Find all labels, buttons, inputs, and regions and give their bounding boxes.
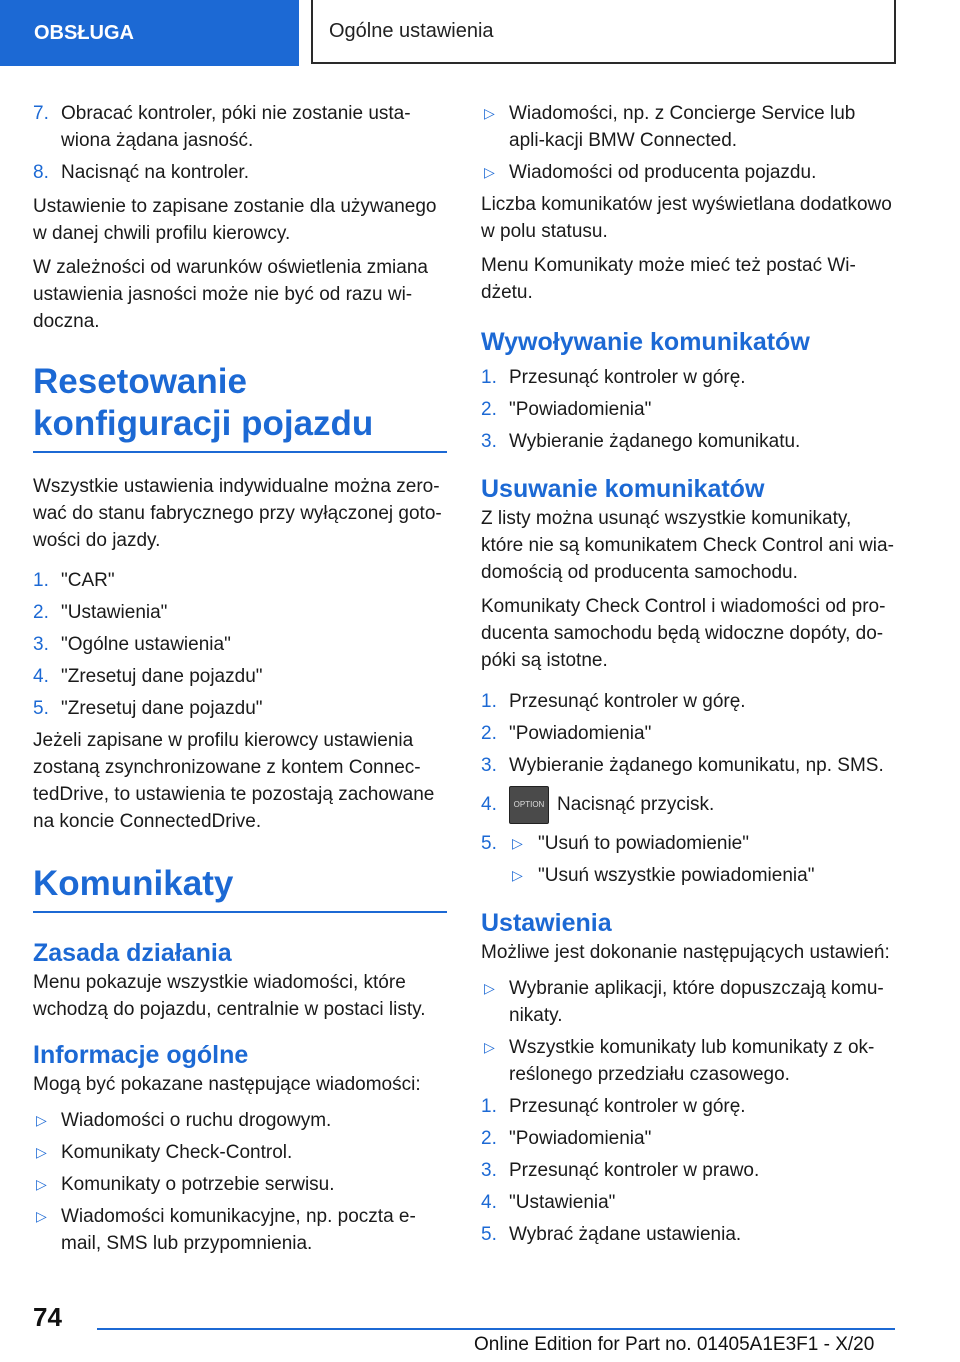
step-number: 3. [33, 634, 49, 655]
paragraph: Menu pokazuje wszystkie wiadomości, które wchodzą do pojazdu, centralnie w postaci listy. [33, 972, 426, 1020]
list-item [33, 599, 447, 626]
paragraph: Liczba komunikatów jest wyświetlana dodatkowo w polu statusu. [481, 194, 892, 242]
paragraph: Ustawienie to zapisane zostanie dla używanego w danej chwili profilu kierowcy. [33, 196, 437, 244]
page-header [0, 0, 960, 66]
step-number: 2. [33, 602, 49, 623]
list-item [481, 1125, 895, 1152]
step-number: 2. [481, 1128, 497, 1149]
list-item [33, 100, 447, 154]
list-item [481, 752, 895, 779]
list-item [481, 1093, 895, 1120]
bullet-text: Wiadomości komunikacyjne, np. poczta e-mail, SMS lub przypomnienia. [61, 1206, 416, 1254]
step-text: "Powiadomienia" [509, 723, 652, 744]
paragraph: Wszystkie ustawienia indywidualne można zero-wać do stanu fabrycznego przy wyłączonej goto-wości do jazdy. [33, 476, 442, 551]
bullet-text: Wiadomości, np. z Concierge Service lub apli-kacji BMW Connected. [509, 103, 856, 151]
triangle-bullet-icon: ▷ [36, 1176, 47, 1192]
heading-usuwanie: Usuwanie komunikatów [481, 475, 765, 503]
bullet-text: Wiadomości o ruchu drogowym. [61, 1110, 332, 1131]
bullet-text: Komunikaty o potrzebie serwisu. [61, 1174, 335, 1195]
step-number: 5. [33, 698, 49, 719]
step-text: "Usuń to powiadomienie" [538, 833, 749, 854]
list-item [33, 1139, 447, 1166]
heading-zasada: Zasada działania [33, 939, 232, 967]
list-item [33, 663, 447, 690]
step-number: 1. [481, 691, 497, 712]
step-text: "Powiadomienia" [509, 1128, 652, 1149]
list-item [481, 396, 895, 423]
step-text: Nacisnąć przycisk. [557, 794, 715, 815]
heading-komunikaty: Komunikaty [33, 863, 447, 913]
list-item [481, 720, 895, 747]
step-number: 4. [481, 794, 497, 815]
step-number: 3. [481, 431, 497, 452]
list-item [481, 1034, 895, 1088]
section-tab: OBSŁUGA [0, 0, 299, 66]
footer-rule [97, 1328, 895, 1330]
step-text: "Zresetuj dane pojazdu" [61, 698, 263, 719]
paragraph: Menu Komunikaty może mieć też postać Wi-dżetu. [481, 255, 856, 303]
list-item [481, 1221, 895, 1248]
heading-wywolywanie: Wywoływanie komunikatów [481, 328, 810, 356]
list-item [481, 100, 895, 154]
step-text: Przesunąć kontroler w górę. [509, 691, 746, 712]
list-item [481, 159, 895, 186]
step-text: "Ogólne ustawienia" [61, 634, 231, 655]
step-number: 1. [481, 1096, 497, 1117]
left-column [33, 100, 447, 1262]
paragraph: W zależności od warunków oświetlenia zmiana ustawienia jasności może nie być od razu wi-doczna. [33, 257, 428, 332]
list-item [481, 785, 895, 825]
list-item [481, 830, 895, 857]
step-text: "Powiadomienia" [509, 399, 652, 420]
step-number: 2. [481, 399, 497, 420]
step-text: "CAR" [61, 570, 115, 591]
step-text: "Ustawienia" [61, 602, 168, 623]
step-number: 5. [481, 833, 497, 854]
triangle-bullet-icon: ▷ [484, 1039, 495, 1055]
list-item [481, 428, 895, 455]
paragraph: Komunikaty Check Control i wiadomości od pro-ducenta samochodu będą widoczne dopóty, do-póki są istotne. [481, 596, 886, 671]
triangle-bullet-icon: ▷ [484, 105, 495, 121]
triangle-bullet-icon: ▷ [484, 980, 495, 996]
list-item [481, 364, 895, 391]
list-item [33, 159, 447, 186]
triangle-bullet-icon: ▷ [36, 1112, 47, 1128]
step-text: Wybieranie żądanego komunikatu. [509, 431, 801, 452]
list-item [481, 862, 895, 889]
step-text: Obracać kontroler, póki nie zostanie usta-wiona żądana jasność. [61, 103, 411, 151]
step-number: 8. [33, 162, 49, 183]
list-item [33, 567, 447, 594]
list-item [481, 688, 895, 715]
step-number: 3. [481, 1160, 497, 1181]
triangle-bullet-icon: ▷ [36, 1208, 47, 1224]
bullet-text: Wiadomości od producenta pojazdu. [509, 162, 817, 183]
paragraph: Jeżeli zapisane w profilu kierowcy ustawienia zostaną zsynchronizowane z kontem Connec-tedDrive, to ustawienia te pozostają zachowane na koncie ConnectedDrive. [33, 730, 435, 832]
step-number: 5. [481, 1224, 497, 1245]
list-item [33, 1171, 447, 1198]
paragraph: Możliwe jest dokonanie następujących ustawień: [481, 942, 890, 963]
step-number: 1. [33, 570, 49, 591]
bullet-text: Komunikaty Check-Control. [61, 1142, 293, 1163]
edition-note: Online Edition for Part no. 01405A1E3F1 - X/20 [474, 1334, 875, 1355]
triangle-bullet-icon: ▷ [484, 164, 495, 180]
step-text: Przesunąć kontroler w górę. [509, 1096, 746, 1117]
paragraph: Z listy można usunąć wszystkie komunikaty, które nie są komunikatem Check Control ani wia-domością od producenta samochodu. [481, 508, 894, 583]
list-item [481, 1157, 895, 1184]
step-text: Wybrać żądane ustawienia. [509, 1224, 742, 1245]
right-column [481, 100, 895, 1253]
bullet-text: "Usuń wszystkie powiadomienia" [538, 865, 815, 886]
list-item [33, 1203, 447, 1257]
triangle-bullet-icon: ▷ [512, 867, 523, 883]
list-item [33, 631, 447, 658]
list-item [481, 975, 895, 1029]
step-text: Przesunąć kontroler w górę. [509, 367, 746, 388]
triangle-bullet-icon: ▷ [512, 835, 523, 851]
chapter-title: Ogólne ustawienia [311, 0, 896, 64]
list-item [33, 1107, 447, 1134]
heading-ustawienia: Ustawienia [481, 909, 612, 937]
step-text: "Ustawienia" [509, 1192, 616, 1213]
step-text: "Zresetuj dane pojazdu" [61, 666, 263, 687]
triangle-bullet-icon: ▷ [36, 1144, 47, 1160]
step-text: Nacisnąć na kontroler. [61, 162, 249, 183]
option-button-icon: OPTION [509, 786, 549, 824]
bullet-text: Wszystkie komunikaty lub komunikaty z ok-reślonego przedziału czasowego. [509, 1037, 875, 1085]
paragraph: Mogą być pokazane następujące wiadomości: [33, 1074, 421, 1095]
heading-informacje: Informacje ogólne [33, 1041, 249, 1069]
step-number: 4. [481, 1192, 497, 1213]
step-number: 1. [481, 367, 497, 388]
step-number: 4. [33, 666, 49, 687]
step-number: 2. [481, 723, 497, 744]
step-text: Wybieranie żądanego komunikatu, np. SMS. [509, 755, 884, 776]
step-number: 7. [33, 103, 49, 124]
bullet-text: Wybranie aplikacji, które dopuszczają komu-nikaty. [509, 978, 884, 1026]
list-item [481, 1189, 895, 1216]
step-number: 3. [481, 755, 497, 776]
step-text: Przesunąć kontroler w prawo. [509, 1160, 760, 1181]
heading-reset: Resetowanie konfiguracji pojazdu [33, 361, 447, 453]
list-item [33, 695, 447, 722]
page-number: 74 [33, 1302, 62, 1332]
